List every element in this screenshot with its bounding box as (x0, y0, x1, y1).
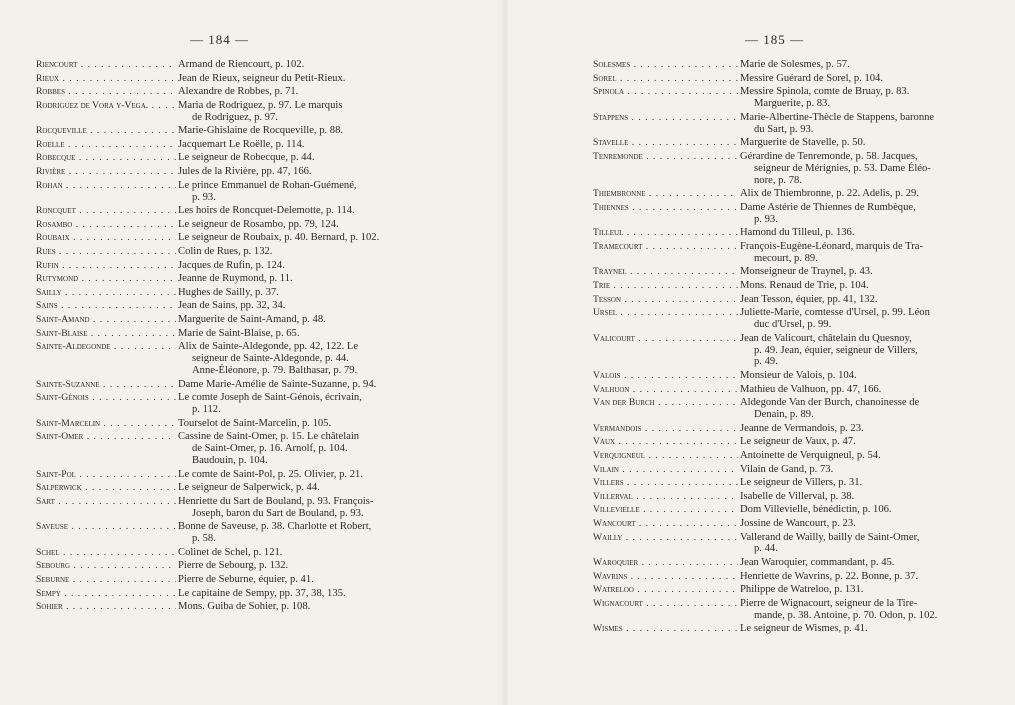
entry-name: Sart . . . (36, 496, 176, 520)
entry-description (176, 314, 476, 326)
index-entry (593, 294, 1013, 306)
entry-line: Dame Astérie de Thiennes de Rumbèque, (740, 201, 916, 213)
entry-name: Valicourt . . . (593, 333, 738, 369)
index-entry (593, 397, 1013, 421)
entry-line: Les hoirs de Roncquet-Delemotte, p. 114. (178, 205, 355, 217)
entry-description (176, 300, 476, 312)
entry-line: de Rodriguez, p. 97. (192, 111, 278, 123)
left-page (0, 0, 505, 705)
entry-description (176, 469, 476, 481)
entry-description (738, 294, 1013, 306)
entry-line: seigneur de Sainte-Aldegonde, p. 44. (192, 353, 349, 364)
entry-description (176, 260, 476, 272)
entry-name: Wavrins . . . (593, 571, 738, 583)
index-list (593, 59, 1013, 637)
entry-line: de Saint-Omer, p. 16. Arnolf, p. 104. (192, 443, 348, 455)
index-entry (593, 598, 1013, 622)
entry-description (176, 232, 476, 244)
entry-description (738, 464, 1013, 476)
index-entry (36, 314, 476, 326)
entry-description (738, 280, 1013, 292)
entry-line: Cassine de Saint-Omer, p. 15. Le châtelain (178, 431, 360, 443)
index-entry (36, 139, 476, 151)
entry-name: Rocqueville . . . (36, 125, 176, 137)
entry-line: Aldegonde Van der Burch, chanoinesse de (740, 397, 920, 409)
index-entry (36, 574, 476, 586)
entry-line: p. 49. Jean, équier, seigneur de Villers, (754, 344, 918, 356)
entry-name: Sainte-Suzanne . . . (36, 379, 176, 391)
entry-line: Marguerite de Stavelle, p. 50. (740, 137, 866, 149)
entry-name: Villers . . . (593, 477, 738, 489)
entry-line: Messire Spinola, comte de Bruay, p. 83. (740, 86, 910, 98)
entry-line: Pierre de Wignacourt, seigneur de la Tire- (740, 597, 918, 609)
entry-line: p. 49. (754, 356, 778, 368)
entry-line: Colin de Rues, p. 132. (178, 245, 273, 257)
index-entry (36, 431, 476, 467)
entry-line: Le capitaine de Sempy, pp. 37, 38, 135. (178, 587, 346, 599)
index-entry (593, 307, 1013, 331)
entry-line: Monsieur de Valois, p. 104. (740, 370, 857, 382)
entry-name: Stavelle . . . (593, 137, 738, 149)
index-entry (36, 560, 476, 572)
entry-description (738, 477, 1013, 489)
entry-name: Seburne . . . (36, 574, 176, 586)
entry-name: Thiembronne . . . (593, 188, 738, 200)
entry-name: Wancourt . . . (593, 518, 738, 530)
entry-description (738, 202, 1013, 226)
entry-description (738, 112, 1013, 136)
index-entry (36, 246, 476, 258)
entry-line: Messire Guérard de Sorel, p. 104. (740, 72, 883, 84)
entry-line: Armand de Riencourt, p. 102. (178, 59, 305, 70)
index-entry (593, 464, 1013, 476)
entry-line: Marguerite de Saint-Amand, p. 48. (178, 313, 326, 325)
entry-line: Antoinette de Verquigneul, p. 54. (740, 449, 881, 461)
index-entry (36, 300, 476, 312)
entry-line: seigneur de Mérignies, p. 53. Dame Éléo- (754, 162, 931, 174)
entry-name: Sempy . . . (36, 588, 176, 600)
entry-line: Le seigneur de Villers, p. 31. (740, 477, 863, 489)
entry-line: Jacques de Rufin, p. 124. (178, 259, 285, 271)
entry-line: Monseigneur de Traynel, p. 43. (740, 266, 873, 278)
index-list (36, 59, 476, 615)
entry-name: Waroquier . . . (593, 557, 738, 569)
entry-line: Gérardine de Tenremonde, p. 58. Jacques, (740, 150, 918, 162)
index-entry (593, 333, 1013, 369)
entry-description (738, 151, 1013, 187)
entry-name: Rodriguez de Vora y-Vega. . . . (36, 100, 176, 124)
entry-line: Bonne de Saveuse, p. 38. Charlotte et Robert, (178, 521, 372, 533)
entry-line: Le comte de Saint-Pol, p. 25. Olivier, p. 21. (178, 468, 363, 480)
index-entry (36, 152, 476, 164)
entry-line: Marie de Saint-Blaise, p. 65. (178, 327, 300, 339)
page-number: — 184 — (190, 32, 249, 47)
entry-name: Villevielle . . . (593, 504, 738, 516)
entry-line: Philippe de Watreloo, p. 131. (740, 584, 864, 596)
index-entry (36, 496, 476, 520)
index-entry (36, 392, 476, 416)
entry-description (738, 436, 1013, 448)
index-entry (593, 227, 1013, 239)
index-entry (593, 151, 1013, 187)
entry-description (738, 518, 1013, 530)
index-entry (36, 73, 476, 85)
entry-line: Joseph, baron du Sart de Bouland, p. 93. (192, 507, 364, 519)
entry-line: Le seigneur de Roubaix, p. 40. Bernard, p. 102. (178, 232, 380, 244)
entry-description (176, 547, 476, 559)
index-entry (36, 86, 476, 98)
entry-line: Dame Marie-Amélie de Sainte-Suzanne, p. 94. (178, 378, 377, 390)
entry-line: Jean de Valicourt, châtelain du Quesnoy, (740, 332, 912, 344)
entry-line: Hughes de Sailly, p. 37. (178, 286, 279, 298)
entry-description (176, 601, 476, 613)
entry-line: Mathieu de Valhuon, pp. 47, 166. (740, 383, 882, 395)
entry-description (738, 59, 1013, 71)
index-entry (593, 266, 1013, 278)
entry-line: Jeanne de Ruymond, p. 11. (178, 273, 293, 285)
entry-name: Riencourt . . . (36, 59, 176, 71)
entry-name: Vilain . . . (593, 464, 738, 476)
entry-description (738, 266, 1013, 278)
index-entry (36, 273, 476, 285)
entry-line: Jean de Sains, pp. 32, 34. (178, 300, 286, 312)
entry-line: Jules de la Rivière, pp. 47, 166. (178, 166, 312, 178)
index-entry (36, 547, 476, 559)
entry-line: Jacquemart Le Roëlle, p. 114. (178, 138, 305, 150)
entry-name: Wismes . . . (593, 623, 738, 635)
right-page (505, 0, 1015, 705)
index-entry (593, 557, 1013, 569)
entry-name: Rosambo . . . (36, 219, 176, 231)
entry-description (738, 423, 1013, 435)
index-entry (593, 623, 1013, 635)
entry-description (176, 341, 476, 377)
entry-name: Solesmes . . . (593, 59, 738, 71)
entry-name: Thiennes . . . (593, 202, 738, 226)
entry-description (176, 560, 476, 572)
entry-description (738, 491, 1013, 503)
index-entry (36, 328, 476, 340)
entry-name: Verquigneul . . . (593, 450, 738, 462)
index-entry (593, 532, 1013, 556)
entry-name: Tramecourt . . . (593, 241, 738, 265)
entry-description (738, 584, 1013, 596)
index-entry (593, 450, 1013, 462)
entry-line: Marie de Solesmes, p. 57. (740, 59, 850, 70)
entry-line: Dom Villevielle, bénédictin, p. 106. (740, 504, 892, 516)
entry-line: Jeanne de Vermandois, p. 23. (740, 422, 864, 434)
index-entry (593, 571, 1013, 583)
entry-description (176, 166, 476, 178)
index-entry (36, 287, 476, 299)
index-entry (593, 504, 1013, 516)
entry-description (176, 496, 476, 520)
entry-name: Tenremonde . . . (593, 151, 738, 187)
entry-name: Saint-Marcelin . . . (36, 418, 176, 430)
entry-name: Ursel . . . (593, 307, 738, 331)
entry-name: Watreloo . . . (593, 584, 738, 596)
entry-line: mande, p. 38. Antoine, p. 70. Odon, p. 102. (754, 609, 938, 621)
entry-line: Pierre de Seburne, équier, p. 41. (178, 573, 314, 585)
entry-line: Alix de Thiembronne, p. 22. Adelis, p. 29. (740, 188, 919, 200)
entry-description (176, 86, 476, 98)
index-entry (593, 73, 1013, 85)
entry-name: Saveuse . . . (36, 521, 176, 545)
entry-line: Colinet de Schel, p. 121. (178, 546, 283, 558)
entry-line: Maria de Rodriguez, p. 97. Le marquis (178, 99, 343, 111)
entry-name: Wailly . . . (593, 532, 738, 556)
index-entry (36, 521, 476, 545)
entry-name: Wignacourt . . . (593, 598, 738, 622)
entry-description (176, 246, 476, 258)
entry-name: Saint-Génois . . . (36, 392, 176, 416)
index-entry (593, 202, 1013, 226)
entry-name: Sains . . . (36, 300, 176, 312)
entry-name: Robbes . . . (36, 86, 176, 98)
entry-line: Jean de Rieux, seigneur du Petit-Rieux. (178, 72, 346, 84)
entry-line: nore, p. 78. (754, 174, 802, 186)
entry-description (176, 521, 476, 545)
entry-name: Van der Burch . . . (593, 397, 738, 421)
index-entry (36, 180, 476, 204)
entry-line: Hamond du Tilleul, p. 136. (740, 227, 855, 239)
entry-line: Vilain de Gand, p. 73. (740, 463, 834, 475)
entry-description (176, 152, 476, 164)
entry-line: Marguerite, p. 83. (754, 98, 831, 110)
entry-description (176, 392, 476, 416)
entry-line: Juliette-Marie, comtesse d'Ursel, p. 99. Léon (740, 307, 930, 319)
index-entry (593, 86, 1013, 110)
entry-name: Saint-Pol . . . (36, 469, 176, 481)
index-entry (593, 59, 1013, 71)
entry-description (176, 205, 476, 217)
entry-line: Le seigneur de Salperwick, p. 44. (178, 482, 320, 494)
entry-name: Tilleul . . . (593, 227, 738, 239)
entry-line: Anne-Éléonore, p. 79. Balthasar, p. 79. (192, 364, 358, 376)
index-entry (593, 491, 1013, 503)
entry-line: Le seigneur de Robecque, p. 44. (178, 152, 315, 164)
entry-line: Henriette de Wavrins, p. 22. Bonne, p. 37. (740, 570, 919, 582)
entry-description (176, 574, 476, 586)
entry-line: p. 44. (754, 543, 778, 555)
index-entry (36, 588, 476, 600)
entry-name: Roelle . . . (36, 139, 176, 151)
entry-description (176, 328, 476, 340)
entry-line: Alexandre de Robbes, p. 71. (178, 86, 299, 98)
entry-line: François-Eugène-Léonard, marquis de Tra- (740, 240, 923, 252)
entry-line: p. 93. (754, 213, 778, 225)
entry-name: Villerval . . . (593, 491, 738, 503)
entry-line: Le seigneur de Vaux, p. 47. (740, 436, 856, 448)
entry-line: Le seigneur de Wismes, p. 41. (740, 623, 868, 635)
entry-description (176, 482, 476, 494)
entry-line: Alix de Sainte-Aldegonde, pp. 42, 122. Le (178, 341, 359, 353)
index-entry (36, 379, 476, 391)
entry-line: Mons. Guiba de Sohier, p. 108. (178, 601, 311, 613)
entry-line: Jean Tesson, équier, pp. 41, 132. (740, 293, 878, 305)
index-entry (36, 100, 476, 124)
index-entry (593, 370, 1013, 382)
entry-name: Saint-Blaise . . . (36, 328, 176, 340)
entry-name: Sorel . . . (593, 73, 738, 85)
entry-description (176, 418, 476, 430)
entry-line: p. 93. (192, 191, 216, 203)
entry-description (738, 571, 1013, 583)
entry-name: Rues . . . (36, 246, 176, 258)
entry-name: Roubaix . . . (36, 232, 176, 244)
entry-name: Traynel . . . (593, 266, 738, 278)
index-entry (36, 469, 476, 481)
entry-name: Sainte-Aldegonde . . . (36, 341, 176, 377)
entry-line: Henriette du Sart de Bouland, p. 93. François- (178, 495, 374, 507)
entry-description (738, 384, 1013, 396)
index-entry (593, 423, 1013, 435)
index-entry (36, 418, 476, 430)
entry-description (176, 100, 476, 124)
entry-name: Valois . . . (593, 370, 738, 382)
entry-line: Tourselot de Saint-Marcelin, p. 105. (178, 417, 332, 429)
index-entry (36, 166, 476, 178)
entry-name: Rufin . . . (36, 260, 176, 272)
index-entry (36, 205, 476, 217)
entry-name: Tesson . . . (593, 294, 738, 306)
entry-description (738, 333, 1013, 369)
index-entry (36, 125, 476, 137)
index-entry (593, 112, 1013, 136)
entry-name: Robecque . . . (36, 152, 176, 164)
entry-description (738, 86, 1013, 110)
entry-line: Mons. Renaud de Trie, p. 104. (740, 279, 869, 291)
entry-name: Salperwick . . . (36, 482, 176, 494)
index-entry (36, 601, 476, 613)
entry-line: Baudouin, p. 104. (192, 455, 268, 466)
entry-line: Pierre de Sebourg, p. 132. (178, 560, 289, 572)
entry-description (176, 59, 476, 71)
entry-line: Le prince Emmanuel de Rohan-Guémené, (178, 179, 357, 191)
entry-name: Saint-Omer . . . (36, 431, 176, 467)
entry-name: Spinola . . . (593, 86, 738, 110)
entry-description (738, 532, 1013, 556)
entry-description (738, 598, 1013, 622)
index-entry (593, 137, 1013, 149)
entry-description (738, 241, 1013, 265)
entry-name: Sebourg . . . (36, 560, 176, 572)
index-entry (36, 260, 476, 272)
entry-name: Rivière . . . (36, 166, 176, 178)
entry-line: p. 58. (192, 533, 216, 545)
entry-name: Sailly . . . (36, 287, 176, 299)
page-number: — 185 — (745, 32, 804, 47)
entry-description (738, 137, 1013, 149)
entry-description (176, 139, 476, 151)
index-entry (593, 280, 1013, 292)
entry-description (176, 431, 476, 467)
index-entry (593, 477, 1013, 489)
entry-line: Jossine de Wancourt, p. 23. (740, 517, 856, 529)
entry-description (176, 219, 476, 231)
entry-description (738, 227, 1013, 239)
index-entry (593, 384, 1013, 396)
entry-description (738, 504, 1013, 516)
entry-name: Valhuon . . . (593, 384, 738, 396)
index-entry (593, 436, 1013, 448)
entry-line: Le seigneur de Rosambo, pp. 79, 124. (178, 218, 339, 230)
index-entry (593, 518, 1013, 530)
entry-name: Saint-Amand . . . (36, 314, 176, 326)
index-entry (36, 59, 476, 71)
entry-line: Marie-Albertine-Thècle de Stappens, baronne (740, 111, 935, 123)
entry-description (738, 307, 1013, 331)
entry-description (738, 450, 1013, 462)
entry-line: Jean Waroquier, commandant, p. 45. (740, 557, 895, 568)
entry-name: Rohan . . . (36, 180, 176, 204)
entry-line: duc d'Ursel, p. 99. (754, 319, 832, 331)
entry-description (738, 370, 1013, 382)
entry-description (176, 273, 476, 285)
index-entry (36, 232, 476, 244)
entry-name: Stappens . . . (593, 112, 738, 136)
entry-name: Vaux . . . (593, 436, 738, 448)
entry-line: Denain, p. 89. (754, 409, 814, 421)
entry-line: Isabelle de Villerval, p. 38. (740, 490, 855, 502)
entry-line: mecourt, p. 89. (754, 252, 818, 264)
entry-description (176, 588, 476, 600)
entry-line: Le comte Joseph de Saint-Génois, écrivain, (178, 392, 362, 404)
entry-name: Sohier . . . (36, 601, 176, 613)
entry-description (738, 188, 1013, 200)
entry-line: du Sart, p. 93. (754, 123, 814, 135)
entry-name: Trie . . . (593, 280, 738, 292)
entry-description (176, 180, 476, 204)
entry-line: Marie-Ghislaine de Rocqueville, p. 88. (178, 125, 344, 137)
entry-name: Rutymond . . . (36, 273, 176, 285)
entry-line: Vallerand de Wailly, bailly de Saint-Omer, (740, 531, 920, 543)
entry-name: Roncquet . . . (36, 205, 176, 217)
entry-name: Vermandois . . . (593, 423, 738, 435)
entry-description (738, 73, 1013, 85)
entry-name: Schel . . . (36, 547, 176, 559)
entry-description (738, 557, 1013, 569)
index-entry (36, 219, 476, 231)
entry-description (176, 287, 476, 299)
entry-description (176, 379, 476, 391)
entry-name: Rieux . . . (36, 73, 176, 85)
entry-description (176, 73, 476, 85)
index-entry (593, 584, 1013, 596)
entry-description (738, 623, 1013, 635)
index-entry (36, 482, 476, 494)
index-entry (593, 241, 1013, 265)
index-entry (593, 188, 1013, 200)
entry-line: p. 112. (192, 404, 221, 415)
index-entry (36, 341, 476, 377)
entry-description (176, 125, 476, 137)
entry-description (738, 397, 1013, 421)
